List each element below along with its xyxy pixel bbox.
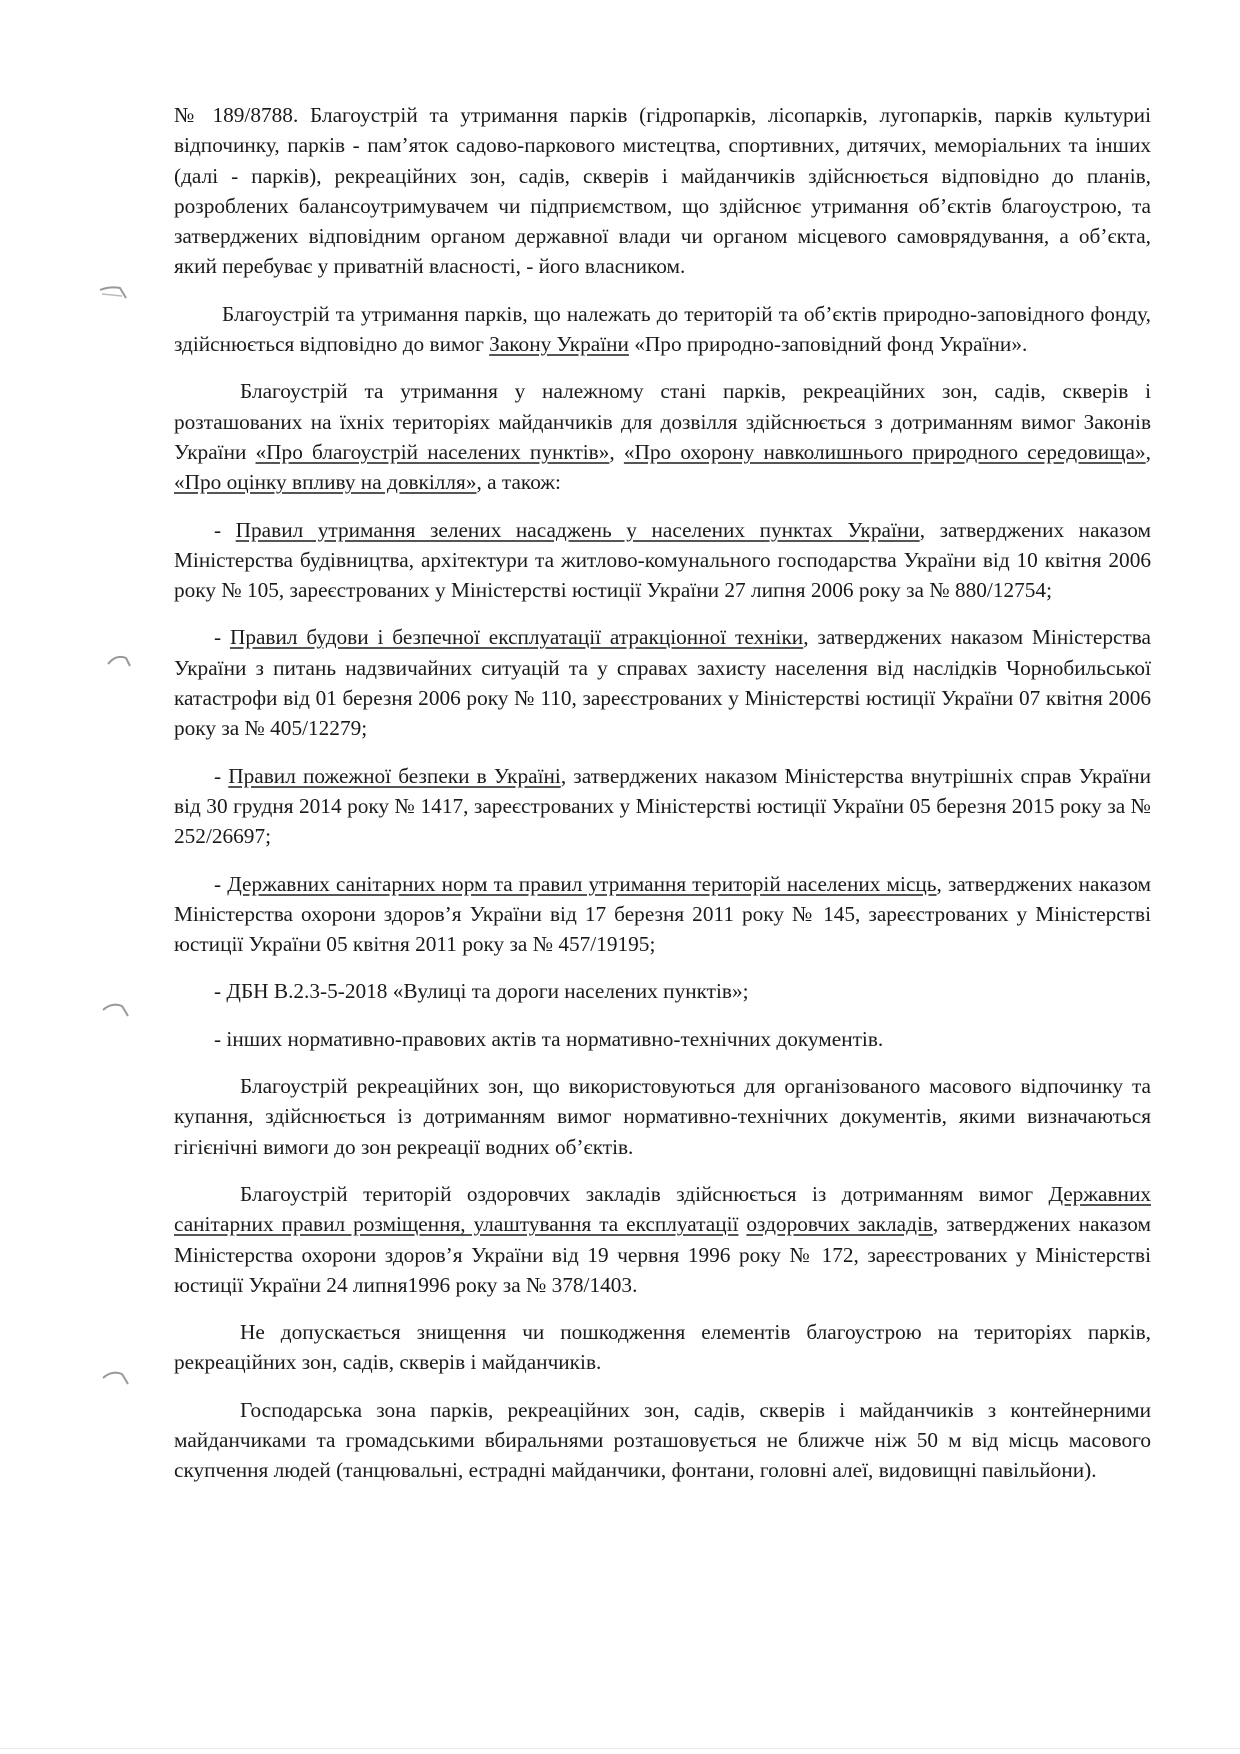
paragraph-p12 xyxy=(174,1317,1151,1378)
paragraph-text: - ДБН В.2.3-5-2018 «Вулиці та дороги населених пунктів»; xyxy=(214,979,749,1004)
paragraph-text: , а також: xyxy=(476,470,561,495)
legal-reference-link[interactable]: «Про благоустрій населених пунктів» xyxy=(255,439,610,464)
paragraph-text: , xyxy=(1145,439,1151,464)
legal-reference-link[interactable]: Державних санітарних правил розміщення, улаштування та експлуатації xyxy=(174,1181,1151,1237)
punch-hole-mark-icon xyxy=(104,650,138,672)
scan-edge-line xyxy=(0,1748,1240,1749)
paragraph-text: , затверджених наказом Міністерства внутрішніх справ України від 30 грудня 2014 року № 1417, зареєстрованих у Міністерстві юстиції України 05 березня 2015 року за № 252/26697; xyxy=(174,763,1152,849)
paragraph-text: - xyxy=(214,763,229,788)
paragraph-text: - xyxy=(214,517,236,542)
paragraph-text: , затверджених наказом Міністерства будівництва, архітектури та житлово-комунального господарства України від 10 квітня 2006 року № 105, зареєстрованих у Міністерстві юстиції України 27 липня 2006 року за № 880/12754; xyxy=(174,517,1152,603)
paragraph-p7 xyxy=(174,869,1151,960)
paragraph-p3 xyxy=(174,376,1151,497)
paragraph-text: Благоустрій та утримання парків, що належать до територій та об’єктів природно-заповідного фонду, здійснюється відповідно до вимог xyxy=(174,301,1151,357)
paragraph-text: - xyxy=(214,871,228,896)
paragraph-p2 xyxy=(174,299,1151,360)
legal-reference-link[interactable]: Закону України xyxy=(489,332,629,357)
punch-hole-mark-icon xyxy=(98,284,132,306)
paragraph-p8 xyxy=(174,976,1151,1006)
legal-reference-link[interactable]: Державних санітарних норм та правил утримання територій населених місць xyxy=(227,871,937,896)
punch-hole-mark-icon xyxy=(100,1368,134,1390)
legal-reference-link[interactable]: «Про оцінку впливу на довкілля» xyxy=(174,470,477,495)
paragraph-text: «Про природно-заповідний фонд України». xyxy=(628,332,1028,357)
legal-reference-link[interactable]: «Про охорону навколишнього природного середовища» xyxy=(623,439,1146,464)
paragraph-text: Господарська зона парків, рекреаційних зон, садів, скверів і майданчиків з контейнерними майданчиками та громадськими вбиральнями розташовується не ближче ніж 50 м від місць масового скупчення людей (танцювальні, естрадні майданчики, фонтани, головні алеї, видовищні павільйони). xyxy=(174,1397,1151,1483)
paragraph-p6 xyxy=(174,761,1151,852)
legal-reference-link[interactable]: Правил будови і безпечної експлуатації атракціонної техніки xyxy=(229,625,804,650)
paragraph-p5 xyxy=(174,622,1151,743)
paragraph-text: , затверджених наказом Міністерства України з питань надзвичайних ситуацій та у справах захисту населення від наслідків Чорнобильської катастрофи від 01 березня 2006 року № 110, зареєстрованих у Міністерстві юстиції України 07 квітня 2006 року за № 405/12279; xyxy=(174,625,1152,741)
paragraph-text: Не допускається знищення чи пошкодження елементів благоустрою на територіях парків, рекреаційних зон, садів, скверів і майданчиків. xyxy=(174,1320,1151,1375)
legal-reference-link[interactable]: оздоровчих закладів xyxy=(746,1212,933,1237)
paragraph-p11 xyxy=(174,1179,1151,1300)
paragraph-text: , xyxy=(609,439,624,464)
paragraph-text: , затверджених наказом Міністерства охорони здоров’я України від 17 березня 2011 року № 145, зареєстрованих у Міністерстві юстиції України 05 квітня 2011 року за № 457/19195; xyxy=(174,871,1151,957)
paragraph-text: , затверджених наказом Міністерства охорони здоров’я України від 19 червня 1996 року № 172, зареєстрованих у Міністерстві юстиції України 24 липня1996 року за № 378/1403. xyxy=(174,1212,1152,1297)
paragraph-p10 xyxy=(174,1071,1151,1162)
punch-hole-mark-icon xyxy=(100,1000,134,1022)
paragraph-p4 xyxy=(174,515,1151,606)
paragraph-text: - xyxy=(214,625,230,650)
paragraph-text: - інших нормативно-правових актів та нормативно-технічних документів. xyxy=(214,1026,884,1051)
paragraph-p1 xyxy=(174,100,1151,282)
legal-reference-link[interactable]: Правил пожежної безпеки в Україні xyxy=(228,763,561,788)
paragraph-p13 xyxy=(174,1395,1151,1486)
paragraph-text: № 189/8788. Благоустрій та утримання парків (гідропарків, лісопарків, лугопарків, парків культуриі відпочинку, парків - пам’яток садово-паркового мистецтва, спортивних, дитячих, меморіальних та інших (далі - парків), рекреаційних зон, садів, скверів і майданчиків здійснюється відповідно до планів, розроблених балансоутримувачем чи підприємством, що здійснює утримання об’єктів благоустрою, та затверджених відповідним органом державної влади чи органом місцевого самоврядування, а об’єкта, який перебуває у приватній власності, - його власником. xyxy=(174,103,1151,279)
paragraph-text: Благоустрій та утримання у належному стані парків, рекреаційних зон, садів, скверів і розташованих на їхніх територіях майданчиків для дозвілля здійснюється з дотриманням вимог Законів України xyxy=(174,379,1151,464)
paragraph-p9 xyxy=(174,1024,1151,1054)
paragraph-text: Благоустрій територій оздоровчих закладів здійснюється із дотриманням вимог xyxy=(240,1181,1049,1206)
paragraph-text: Благоустрій рекреаційних зон, що використовуються для організованого масового відпочинку та купання, здійснюється із дотриманням вимог нормативно-технічних документів, якими визначаються гігієнічні вимоги до зон рекреації водних об’єктів. xyxy=(174,1074,1151,1159)
legal-reference-link[interactable]: Правил утримання зелених насаджень у населених пунктах України xyxy=(235,517,920,542)
document-page xyxy=(174,100,1151,1503)
